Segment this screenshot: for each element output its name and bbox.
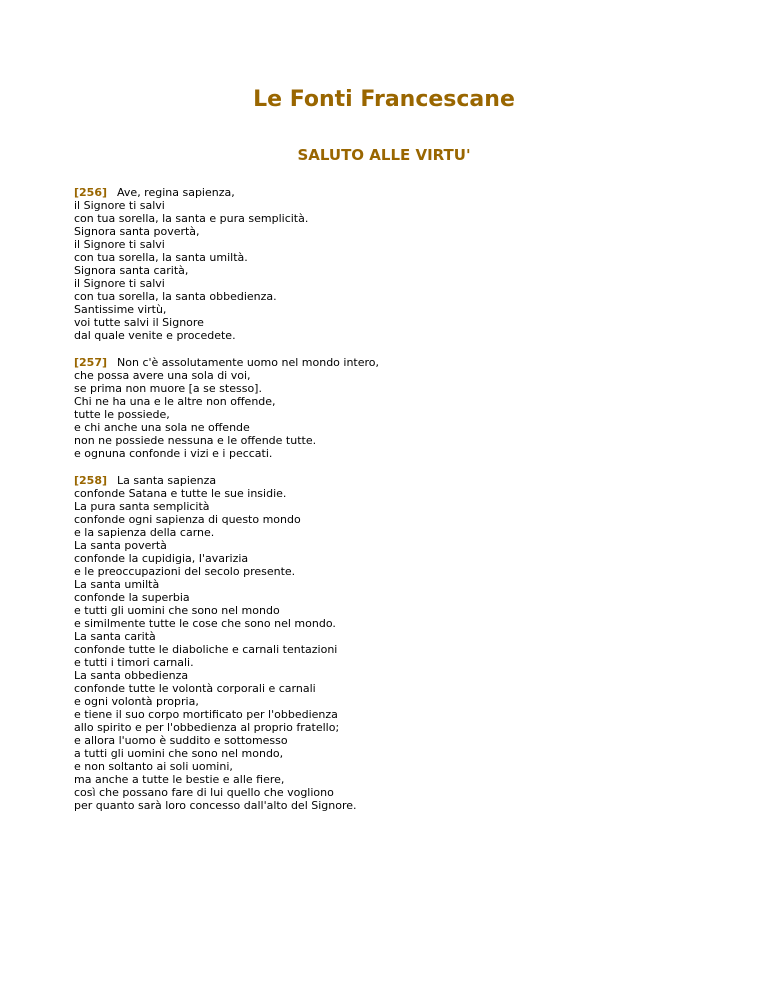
verse-line: per quanto sarà loro concesso dall'alto del Signore.	[74, 799, 357, 812]
verse-line: Santissime virtù,	[74, 303, 167, 316]
verse-line: La santa carità	[74, 630, 156, 643]
verse-line: e chi anche una sola ne offende	[74, 421, 250, 434]
stanza	[74, 186, 714, 342]
poem-content	[74, 186, 714, 826]
section-title: SALUTO ALLE VIRTU'	[297, 146, 471, 164]
stanza-first-line	[74, 356, 714, 369]
verse-line: La pura santa semplicità	[74, 500, 210, 513]
verse-line: con tua sorella, la santa e pura semplicità.	[74, 212, 309, 225]
verse-line: La santa umiltà	[74, 578, 160, 591]
verse-line: confonde la superbia	[74, 591, 190, 604]
stanza-first-line	[74, 474, 714, 487]
verse-line: e tutti i timori carnali.	[74, 656, 194, 669]
verse-line: e non soltanto ai soli uomini,	[74, 760, 233, 773]
verse-line: con tua sorella, la santa obbedienza.	[74, 290, 277, 303]
verse-line: se prima non muore [a se stesso].	[74, 382, 262, 395]
verse-line: Signora santa povertà,	[74, 225, 200, 238]
verse-line: confonde ogni sapienza di questo mondo	[74, 513, 301, 526]
verse-line: e ogni volontà propria,	[74, 695, 199, 708]
verse-line: ma anche a tutte le bestie e alle fiere,	[74, 773, 285, 786]
verse-line: e similmente tutte le cose che sono nel mondo.	[74, 617, 336, 630]
verse-line: voi tutte salvi il Signore	[74, 316, 204, 329]
verse-line: e tutti gli uomini che sono nel mondo	[74, 604, 280, 617]
verse-line: tutte le possiede,	[74, 408, 170, 421]
verse-line: che possa avere una sola di voi,	[74, 369, 251, 382]
verse-line: con tua sorella, la santa umiltà.	[74, 251, 248, 264]
verse-line: e tiene il suo corpo mortificato per l'obbedienza	[74, 708, 338, 721]
verse-line: il Signore ti salvi	[74, 277, 165, 290]
stanza-first-line	[74, 186, 714, 199]
stanza-number: [256]	[74, 186, 108, 199]
verse-line: e allora l'uomo è suddito e sottomesso	[74, 734, 288, 747]
verse-line: così che possano fare di lui quello che vogliono	[74, 786, 334, 799]
verse-line: a tutti gli uomini che sono nel mondo,	[74, 747, 284, 760]
verse-line: dal quale venite e procedete.	[74, 329, 236, 342]
verse-line: confonde la cupidigia, I'avarizia	[74, 552, 249, 565]
stanza	[74, 356, 714, 460]
verse-line: il Signore ti salvi	[74, 238, 165, 251]
verse-line: e le preoccupazioni del secolo presente.	[74, 565, 296, 578]
verse-line: La santa sapienza	[117, 474, 217, 487]
verse-line: non ne possiede nessuna e le offende tutte.	[74, 434, 317, 447]
stanza-number: [257]	[74, 356, 108, 369]
verse-line: Chi ne ha una e le altre non offende,	[74, 395, 276, 408]
verse-line: confonde tutte le diaboliche e carnali tentazioni	[74, 643, 338, 656]
verse-line: Signora santa carità,	[74, 264, 189, 277]
verse-line: La santa povertà	[74, 539, 167, 552]
verse-line: e ognuna confonde i vizi e i peccati.	[74, 447, 273, 460]
verse-line: Non c'è assolutamente uomo nel mondo intero,	[117, 356, 380, 369]
verse-line: Ave, regina sapienza,	[117, 186, 235, 199]
verse-line: il Signore ti salvi	[74, 199, 165, 212]
stanza-number: [258]	[74, 474, 108, 487]
verse-line: allo spirito e per l'obbedienza al proprio fratello;	[74, 721, 340, 734]
verse-line: confonde tutte le volontà corporali e carnali	[74, 682, 316, 695]
verse-line: confonde Satana e tutte le sue insidie.	[74, 487, 287, 500]
stanza	[74, 474, 714, 812]
verse-line: La santa obbedienza	[74, 669, 189, 682]
verse-line: e la sapienza della carne.	[74, 526, 215, 539]
page-title: Le Fonti Francescane	[253, 87, 515, 112]
